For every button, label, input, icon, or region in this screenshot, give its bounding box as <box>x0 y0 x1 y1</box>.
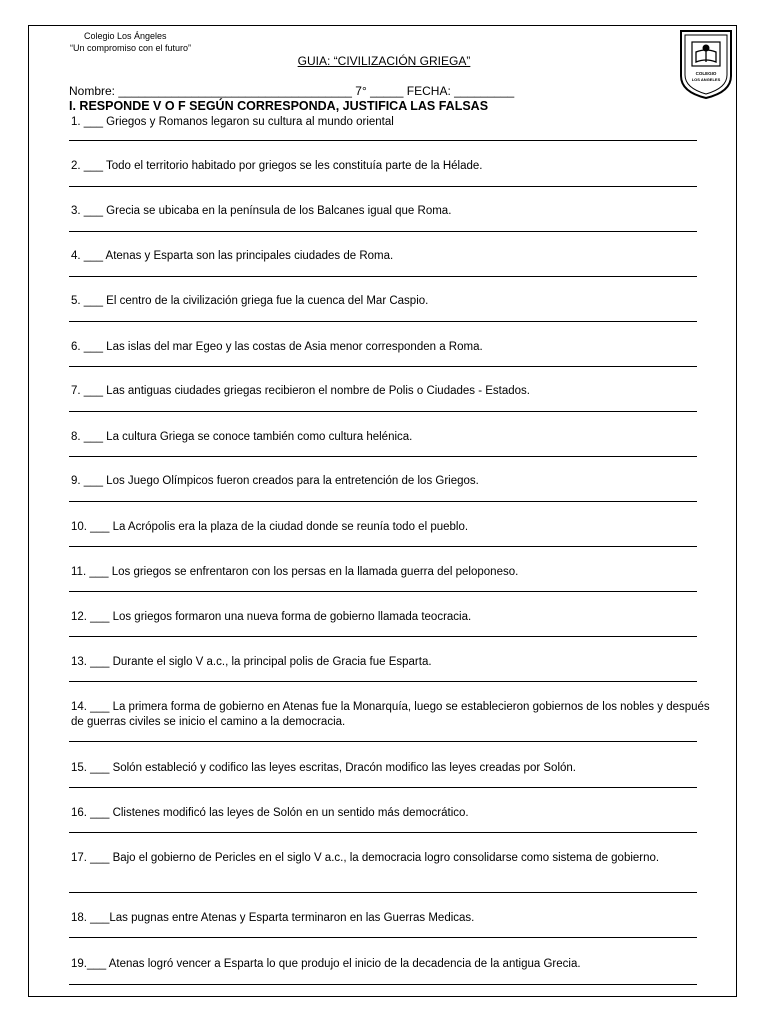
answer-line-2 <box>69 186 697 187</box>
answer-line-1 <box>69 140 697 141</box>
question-15: 15. ___ Solón estableció y codifico las leyes escritas, Dracón modifico las leyes creadas por Solón. <box>71 762 576 774</box>
question-14: 14. ___ La primera forma de gobierno en Atenas fue la Monarquía, luego se establecieron gobiernos de los nobles y después de guerras civiles se inicio el camino a la democracia. <box>71 701 710 728</box>
question-4: 4. ___ Atenas y Esparta son las principales ciudades de Roma. <box>71 250 394 262</box>
question-16: 16. ___ Clistenes modificó las leyes de Solón en un sentido más democrático. <box>71 807 469 819</box>
logo-text-bottom: LOS ANGELES <box>691 77 721 82</box>
answer-line-5 <box>69 321 697 322</box>
question-11: 11. ___ Los griegos se enfrentaron con los persas en la llamada guerra del peloponeso. <box>71 566 519 578</box>
question-1: 1. ___ Griegos y Romanos legaron su cultura al mundo oriental <box>71 116 394 128</box>
answer-line-18 <box>69 937 697 938</box>
answer-line-7 <box>69 411 697 412</box>
school-header <box>70 31 192 53</box>
answer-line-13 <box>69 681 697 682</box>
student-info-line: Nombre: ___________________________________ 7° _____ FECHA: _________ <box>69 84 515 98</box>
school-motto: “Un compromiso con el futuro” <box>70 43 192 53</box>
answer-line-12 <box>69 636 697 637</box>
logo-text-top: COLEGIO <box>695 71 717 76</box>
question-17: 17. ___ Bajo el gobierno de Pericles en el siglo V a.c., la democracia logro consolidarse como sistema de gobierno. <box>71 852 660 864</box>
question-8: 8. ___ La cultura Griega se conoce también como cultura helénica. <box>71 431 413 443</box>
question-10: 10. ___ La Acrópolis era la plaza de la ciudad donde se reunía todo el pueblo. <box>71 521 469 533</box>
answer-line-15 <box>69 787 697 788</box>
answer-line-3 <box>69 231 697 232</box>
answer-line-9 <box>69 501 697 502</box>
question-5: 5. ___ El centro de la civilización griega fue la cuenca del Mar Caspio. <box>71 295 429 307</box>
question-12: 12. ___ Los griegos formaron una nueva forma de gobierno llamada teocracia. <box>71 611 472 623</box>
section-title: I. RESPONDE V O F SEGÚN CORRESPONDA, JUSTIFICA LAS FALSAS <box>69 99 489 113</box>
answer-line-4 <box>69 276 697 277</box>
answer-line-17 <box>69 892 697 893</box>
question-2: 2. ___ Todo el territorio habitado por griegos se les constituía parte de la Hélade. <box>71 160 483 172</box>
question-18: 18. ___Las pugnas entre Atenas y Esparta terminaron en las Guerras Medicas. <box>71 912 475 924</box>
page-title <box>0 54 768 68</box>
answer-line-8 <box>69 456 697 457</box>
answer-line-19 <box>69 984 697 985</box>
question-19: 19.___ Atenas logró vencer a Esparta lo que produjo el inicio de la decadencia de la antigua Grecia. <box>71 958 581 970</box>
question-9: 9. ___ Los Juego Olímpicos fueron creados para la entretención de los Griegos. <box>71 475 479 487</box>
question-7: 7. ___ Las antiguas ciudades griegas recibieron el nombre de Polis o Ciudades - Estados. <box>71 385 531 397</box>
answer-line-10 <box>69 546 697 547</box>
answer-line-6 <box>69 366 697 367</box>
question-3: 3. ___ Grecia se ubicaba en la península de los Balcanes igual que Roma. <box>71 205 452 217</box>
question-6: 6. ___ Las islas del mar Egeo y las costas de Asia menor corresponden a Roma. <box>71 341 483 353</box>
title-text: GUIA: “CIVILIZACIÓN GRIEGA” <box>297 54 471 68</box>
answer-line-16 <box>69 832 697 833</box>
answer-line-11 <box>69 591 697 592</box>
answer-line-14 <box>69 741 697 742</box>
question-13: 13. ___ Durante el siglo V a.c., la principal polis de Gracia fue Esparta. <box>71 656 432 668</box>
school-name: Colegio Los Ángeles <box>84 31 167 41</box>
